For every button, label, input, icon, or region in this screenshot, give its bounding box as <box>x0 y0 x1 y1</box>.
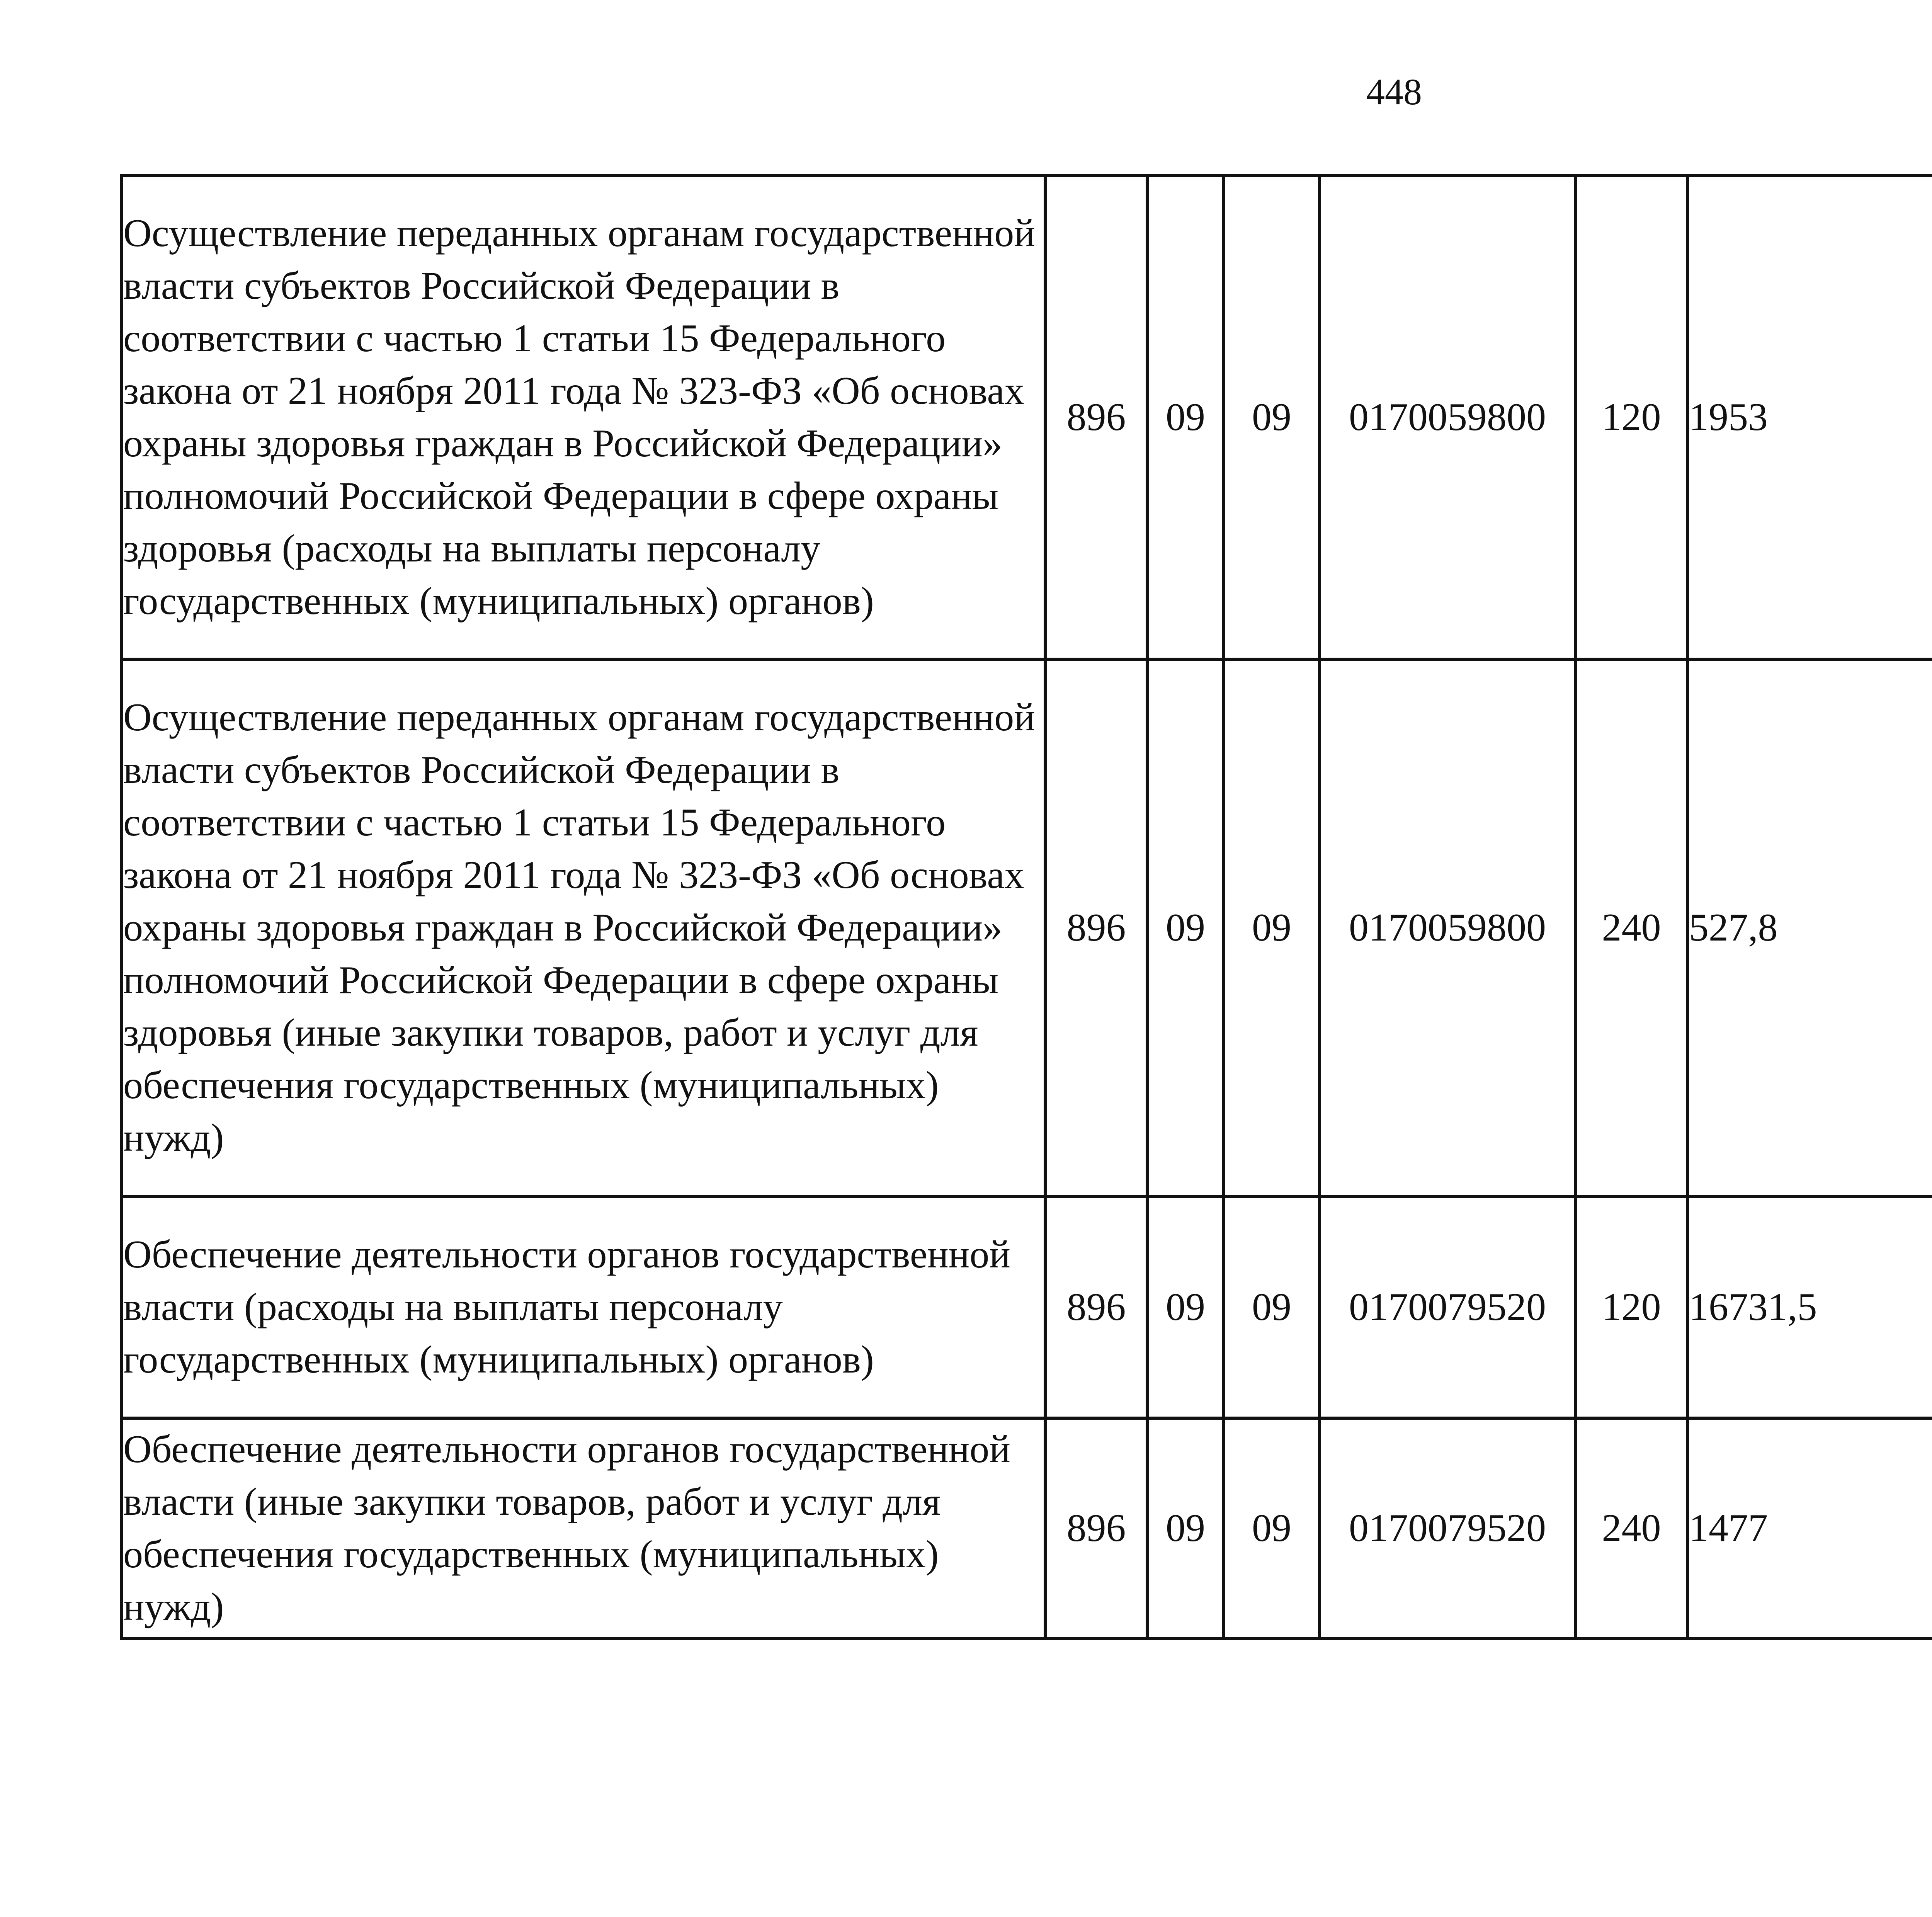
amount-year-1: 1477 <box>1687 1418 1932 1638</box>
ministry-code: 896 <box>1045 1196 1147 1418</box>
ministry-code: 896 <box>1045 1418 1147 1638</box>
ministry-code: 896 <box>1045 175 1147 659</box>
section-code: 09 <box>1147 175 1224 659</box>
table-row <box>122 1418 1932 1638</box>
budget-table <box>120 174 1932 1640</box>
row-description: Осуществление переданных органам государственной власти субъектов Российской Федерации в соответствии с частью 1 статьи 15 Федерального закона от 21 ноября 2011 года № 323-ФЗ «Об основах охраны здоровья граждан в Российской Федерации» полномочий Российской Федерации в сфере охраны здоровья (иные закупки товаров, работ и услуг для обеспечения государственных (муниципальных) нужд) <box>122 659 1045 1196</box>
row-description: Обеспечение деятельности органов государственной власти (иные закупки товаров, работ и услуг для обеспечения государственных (муниципальных) нужд) <box>122 1418 1045 1638</box>
target-article-code: 0170059800 <box>1320 659 1575 1196</box>
amount-year-1: 527,8 <box>1687 659 1932 1196</box>
section-code: 09 <box>1147 1418 1224 1638</box>
target-article-code: 0170059800 <box>1320 175 1575 659</box>
table-row <box>122 175 1932 659</box>
amount-year-1: 1953 <box>1687 175 1932 659</box>
subsection-code: 09 <box>1224 1418 1320 1638</box>
expense-type-code: 240 <box>1575 659 1687 1196</box>
target-article-code: 0170079520 <box>1320 1196 1575 1418</box>
subsection-code: 09 <box>1224 175 1320 659</box>
expense-type-code: 240 <box>1575 1418 1687 1638</box>
page-number: 448 <box>1366 71 1422 112</box>
row-description: Осуществление переданных органам государственной власти субъектов Российской Федерации в соответствии с частью 1 статьи 15 Федерального закона от 21 ноября 2011 года № 323-ФЗ «Об основах охраны здоровья граждан в Российской Федерации» полномочий Российской Федерации в сфере охраны здоровья (расходы на выплаты персоналу государственных (муниципальных) органов) <box>122 175 1045 659</box>
target-article-code: 0170079520 <box>1320 1418 1575 1638</box>
table-row <box>122 1196 1932 1418</box>
section-code: 09 <box>1147 1196 1224 1418</box>
table-row <box>122 659 1932 1196</box>
ministry-code: 896 <box>1045 659 1147 1196</box>
subsection-code: 09 <box>1224 659 1320 1196</box>
subsection-code: 09 <box>1224 1196 1320 1418</box>
section-code: 09 <box>1147 659 1224 1196</box>
expense-type-code: 120 <box>1575 175 1687 659</box>
row-description: Обеспечение деятельности органов государственной власти (расходы на выплаты персоналу государственных (муниципальных) органов) <box>122 1196 1045 1418</box>
amount-year-1: 16731,5 <box>1687 1196 1932 1418</box>
expense-type-code: 120 <box>1575 1196 1687 1418</box>
